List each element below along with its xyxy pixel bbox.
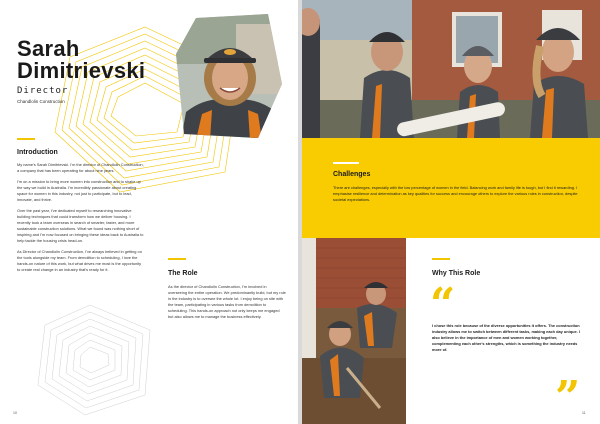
intro-body — [17, 162, 145, 278]
portrait-photo — [176, 14, 284, 140]
name-line-2: Dimitrievski — [17, 58, 146, 83]
job-title: Director — [17, 86, 69, 96]
why-paragraph: I chose this role because of the diverse opportunities it offers. The construction industry allows me to switch between different tasks, making each day unique. I also believe in the importance of men and women working together, complementing each other's strengths, which is something the industry needs more of. — [432, 323, 580, 352]
name-line-1: Sarah — [17, 36, 80, 61]
why-heading: Why This Role — [432, 270, 481, 277]
challenges-heading: Challenges — [333, 171, 371, 178]
role-accent-line — [168, 258, 186, 260]
page-number-left: 10 — [13, 411, 17, 415]
hexagon-pattern-bottom — [30, 300, 160, 420]
worksite-photo — [302, 238, 406, 424]
challenges-accent-line — [333, 162, 359, 164]
role-heading: The Role — [168, 270, 198, 277]
left-page — [0, 0, 298, 424]
intro-paragraph-3: Over the past year, I've dedicated myself to researching innovative building techniques that could transform how we deliver housing. I recently took a team overseas in search of smarter, faster, and more sustainable construction solutions. What we found was nothing short of inspiring and I'm now focused on bringing these ideas back to Australia to help tackle the housing crisis head-on. — [17, 208, 144, 243]
company-name: Chandlolin Construction — [17, 99, 65, 104]
role-paragraph: As the director of Chandlolin Construction, I'm involved in overseeing the entire operation. We predominantly build, but my role in the industry is to oversee the whole lot. I enjoy being on site with the team, participating in various tasks from demolition to scheduling. This hands-on approach not only keeps me engaged but also allows me to manage the business effectively. — [168, 284, 286, 319]
right-page — [302, 0, 600, 424]
page-number-right: 11 — [582, 411, 586, 415]
challenges-panel — [302, 138, 600, 238]
intro-heading: Introduction — [17, 149, 58, 156]
person-name — [17, 38, 145, 82]
intro-paragraph-2: I'm on a mission to bring more women into construction and to shake up the way we build in Australia. I'm incredibly passionate about creating space for women in this industry, not just to participate, but to lead, innovate, and thrive. — [17, 179, 141, 202]
challenges-paragraph: There are challenges, especially with the low percentage of women in the field. Balancing work and family life is tough, but I find it rewarding. I emphasise resilience and determination as key qualities for success and encourage others to explore the various roles in construction, despite societal expectations. — [333, 185, 578, 202]
open-quote-icon: “ — [430, 279, 456, 330]
intro-paragraph-1: My name's Sarah Dimitrievski. I'm the director of Chandlolin Construction, a company that has been operating for about nine years. — [17, 162, 144, 173]
intro-accent-line — [17, 138, 35, 140]
team-photo — [302, 0, 600, 138]
close-quote-icon: ” — [555, 372, 581, 423]
intro-paragraph-4: As Director of Chandlolin Construction, I've always believed in getting on the tools alongside my team. From demolition to scheduling, I love the hands-on nature of this work, but what drives me most is the opportunity to create real change in an industry that's ready for it. — [17, 249, 142, 272]
why-accent-line — [432, 258, 450, 260]
